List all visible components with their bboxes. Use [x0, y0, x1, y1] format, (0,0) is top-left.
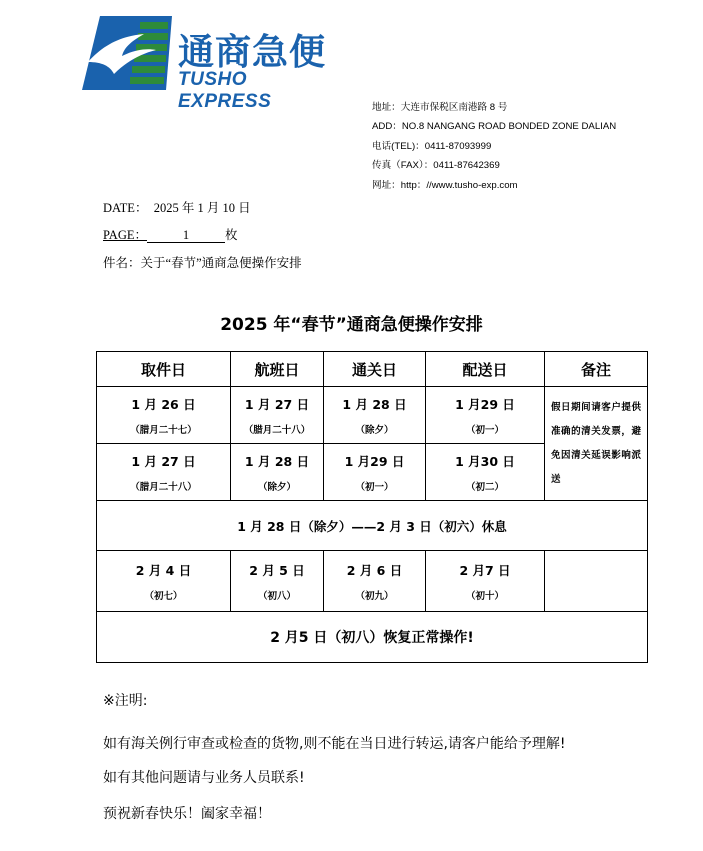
- cell-lunar: （腊月二十八）: [130, 481, 197, 493]
- schedule-table: [96, 351, 648, 663]
- cell-date: 2 月 5 日: [249, 562, 305, 578]
- cell-lunar: （除夕）: [355, 424, 394, 436]
- cell-date: 2 月7 日: [459, 562, 511, 578]
- address-cn: 地址：大连市保税区南港路 8 号: [372, 102, 508, 113]
- clearance-cell: [324, 551, 426, 612]
- cell-date: 1 月29 日: [455, 396, 515, 412]
- flight-cell: [231, 387, 324, 444]
- page-unit: 枚: [225, 228, 238, 242]
- date-label: DATE：: [103, 201, 148, 215]
- cell-lunar: （初七）: [144, 590, 183, 602]
- page-value: 1: [147, 228, 225, 243]
- header-flight-day: 航班日: [231, 352, 324, 387]
- clearance-cell: [324, 444, 426, 501]
- page-label: PAGE：: [103, 228, 147, 242]
- note-line-greeting: 预祝新春快乐！阖家幸福！: [103, 806, 271, 822]
- remark-cell: 假日期间请客户提供准确的清关发票，避免因清关延误影响派送: [545, 387, 648, 501]
- cell-lunar: （初二）: [465, 481, 504, 493]
- cell-lunar: （初八）: [257, 590, 296, 602]
- cell-lunar: （腊月二十七）: [130, 424, 197, 436]
- cell-date: 2 月 6 日: [346, 562, 403, 578]
- delivery-cell: [426, 551, 545, 612]
- delivery-cell: [426, 387, 545, 444]
- cell-date: 1 月 26 日: [131, 396, 196, 412]
- pickup-cell: [97, 444, 231, 501]
- address-en: ADD：NO.8 NANGANG ROAD BONDED ZONE DALIAN: [372, 121, 617, 133]
- note-line-contact: 如有其他问题请与业务人员联系!: [103, 770, 305, 786]
- cell-date: 1 月 28 日: [244, 453, 310, 469]
- cell-lunar: （除夕）: [257, 481, 296, 493]
- cell-lunar: （初一）: [465, 424, 504, 436]
- pickup-cell: [97, 551, 231, 612]
- header-delivery-day: 配送日: [426, 352, 545, 387]
- header-clearance-day: 通关日: [324, 352, 426, 387]
- date-value: 2025 年 1 月 10 日: [153, 201, 251, 215]
- delivery-cell: [426, 444, 545, 501]
- subject-line: [103, 253, 311, 271]
- pickup-cell: [97, 387, 231, 444]
- page-line: [103, 225, 238, 243]
- empty-remark-cell: [545, 551, 648, 612]
- cell-lunar: （初十）: [465, 590, 504, 602]
- website: 网址：http：//www.tusho-exp.com: [372, 179, 518, 191]
- subject-label: 件名：: [103, 256, 141, 270]
- table-row: [97, 551, 648, 612]
- note-line-customs: 如有海关例行审查或检查的货物,则不能在当日进行转运,请客户能给予理解!: [103, 736, 566, 752]
- cell-date: 1 月 27 日: [244, 396, 310, 412]
- cell-date: 1 月 28 日: [342, 396, 407, 412]
- resume-text: 2 月5 日（初八）恢复正常操作!: [97, 612, 648, 663]
- cell-date: 1 月29 日: [344, 453, 405, 469]
- logo-chinese-name: 通商急便: [178, 32, 327, 73]
- holiday-rest-text: 1 月 28 日（除夕）——2 月 3 日（初六）休息: [97, 501, 648, 551]
- table-row: [97, 387, 648, 444]
- date-line: [103, 198, 257, 216]
- header-remarks: 备注: [545, 352, 648, 387]
- address-block: [372, 98, 616, 195]
- flight-cell: [231, 551, 324, 612]
- fax: 传真（FAX）：0411-87642369: [372, 160, 500, 172]
- table-header-row: [97, 352, 648, 387]
- logo-english-name: TUSHO EXPRESS: [178, 69, 272, 112]
- document-title: 2025 年“春节”通商急便操作安排: [220, 315, 483, 335]
- resume-row: [97, 612, 648, 663]
- cell-date: 2 月 4 日: [135, 562, 192, 578]
- cell-lunar: （初一）: [355, 481, 394, 493]
- header-pickup-day: 取件日: [97, 352, 231, 387]
- cell-date: 1 月30 日: [455, 453, 515, 469]
- clearance-cell: [324, 387, 426, 444]
- notes-heading: ※注明:: [103, 693, 148, 709]
- cell-lunar: （初九）: [355, 590, 394, 602]
- cell-lunar: （腊月二十八）: [243, 424, 311, 436]
- flight-cell: [231, 444, 324, 501]
- telephone: 电话(TEL)：0411-87093999: [372, 140, 492, 152]
- holiday-rest-row: [97, 501, 648, 551]
- cell-date: 1 月 27 日: [131, 453, 196, 469]
- subject-value: 关于“春节”通商急便操作安排: [140, 256, 302, 270]
- logo-bird-mark-icon: [82, 14, 174, 92]
- company-logo: [82, 14, 332, 112]
